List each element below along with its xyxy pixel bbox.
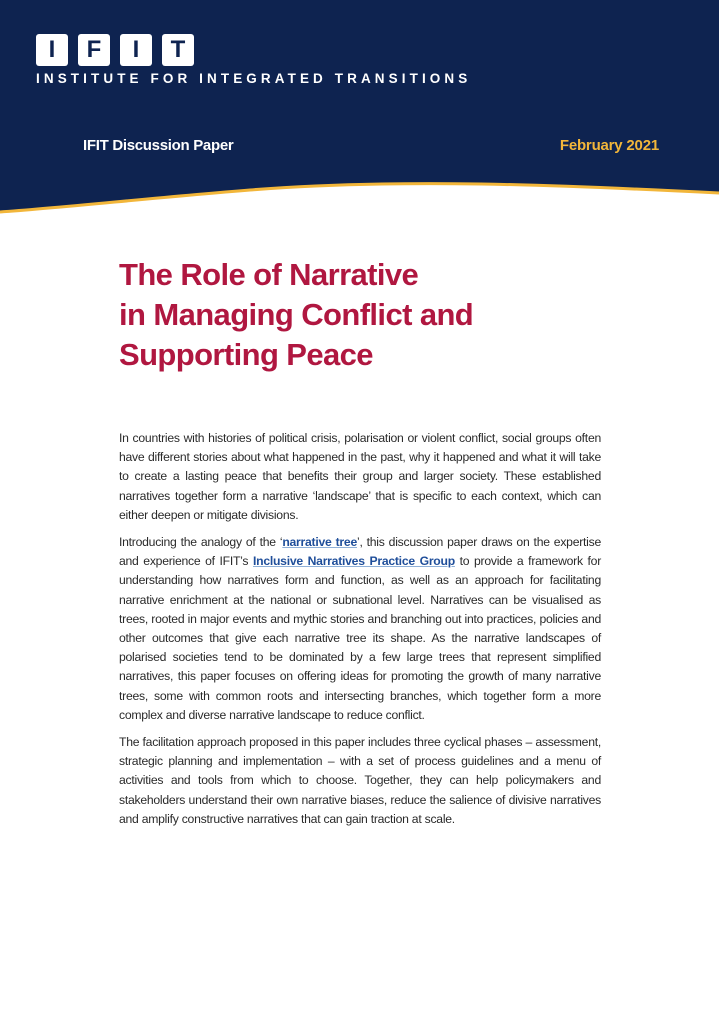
logo-letter: I <box>120 34 152 66</box>
abstract <box>119 429 601 837</box>
paper-title <box>119 255 619 375</box>
paragraph-text: to provide a framework for understanding how narratives form and function, as well as an approach for facilitating narrative enrichment at the national or subnational level. Narratives can be visualised as trees, rooted in major events and mythic stories and branching out into practices, policies and other outcomes that give each narrative tree its shape. As the narrative landscapes of polarised societies tend to be dominated by a few large trees that represent simplified narratives, this paper focuses on offering ideas for promoting the growth of many narrative trees, some with common roots and intersecting branches, which together form a more complex and diverse narrative landscape to reduce conflict. <box>119 554 601 722</box>
logo-letter: I <box>36 34 68 66</box>
abstract-paragraph-3: The facilitation approach proposed in this paper includes three cyclical phases – assessment, strategic planning and implementation – with a set of process guidelines and a menu of activities and tools from which to choose. Together, they can help policymakers and stakeholders understand their own narrative biases, reduce the salience of divisive narratives and amplify constructive narratives that can gain traction at scale. <box>119 735 601 826</box>
paragraph-text: ’, this discussion paper draws on the expertise and experience of IFIT’s <box>119 535 602 569</box>
logo-letter: F <box>78 34 110 66</box>
abstract-paragraph-2 <box>119 533 601 725</box>
narrative-tree-link[interactable]: narrative tree <box>282 535 357 550</box>
logo-letter: T <box>162 34 194 66</box>
header-background <box>0 0 719 220</box>
publication-date: February 2021 <box>559 137 659 154</box>
title-line: The Role of Narrative <box>119 257 419 292</box>
abstract-paragraph-1: In countries with histories of political crisis, polarisation or violent conflict, social groups often have different stories about what happened in the past, why it happened and what it will take to create a lasting peace that benefits their group and larger society. These established narratives together form a narrative ‘landscape’ that is specific to each context, which can either deepen or mitigate divisions. <box>119 431 601 522</box>
title-line: Supporting Peace <box>119 337 373 372</box>
header-banner <box>0 0 719 220</box>
series-label: IFIT Discussion Paper <box>83 137 234 154</box>
title-line: in Managing Conflict and <box>119 297 474 332</box>
paragraph-text: Introducing the analogy of the ‘ <box>119 535 283 550</box>
institute-name: INSTITUTE FOR INTEGRATED TRANSITIONS <box>36 71 472 86</box>
ifit-logo <box>36 34 194 66</box>
practice-group-link[interactable]: Inclusive Narratives Practice Group <box>252 554 455 569</box>
